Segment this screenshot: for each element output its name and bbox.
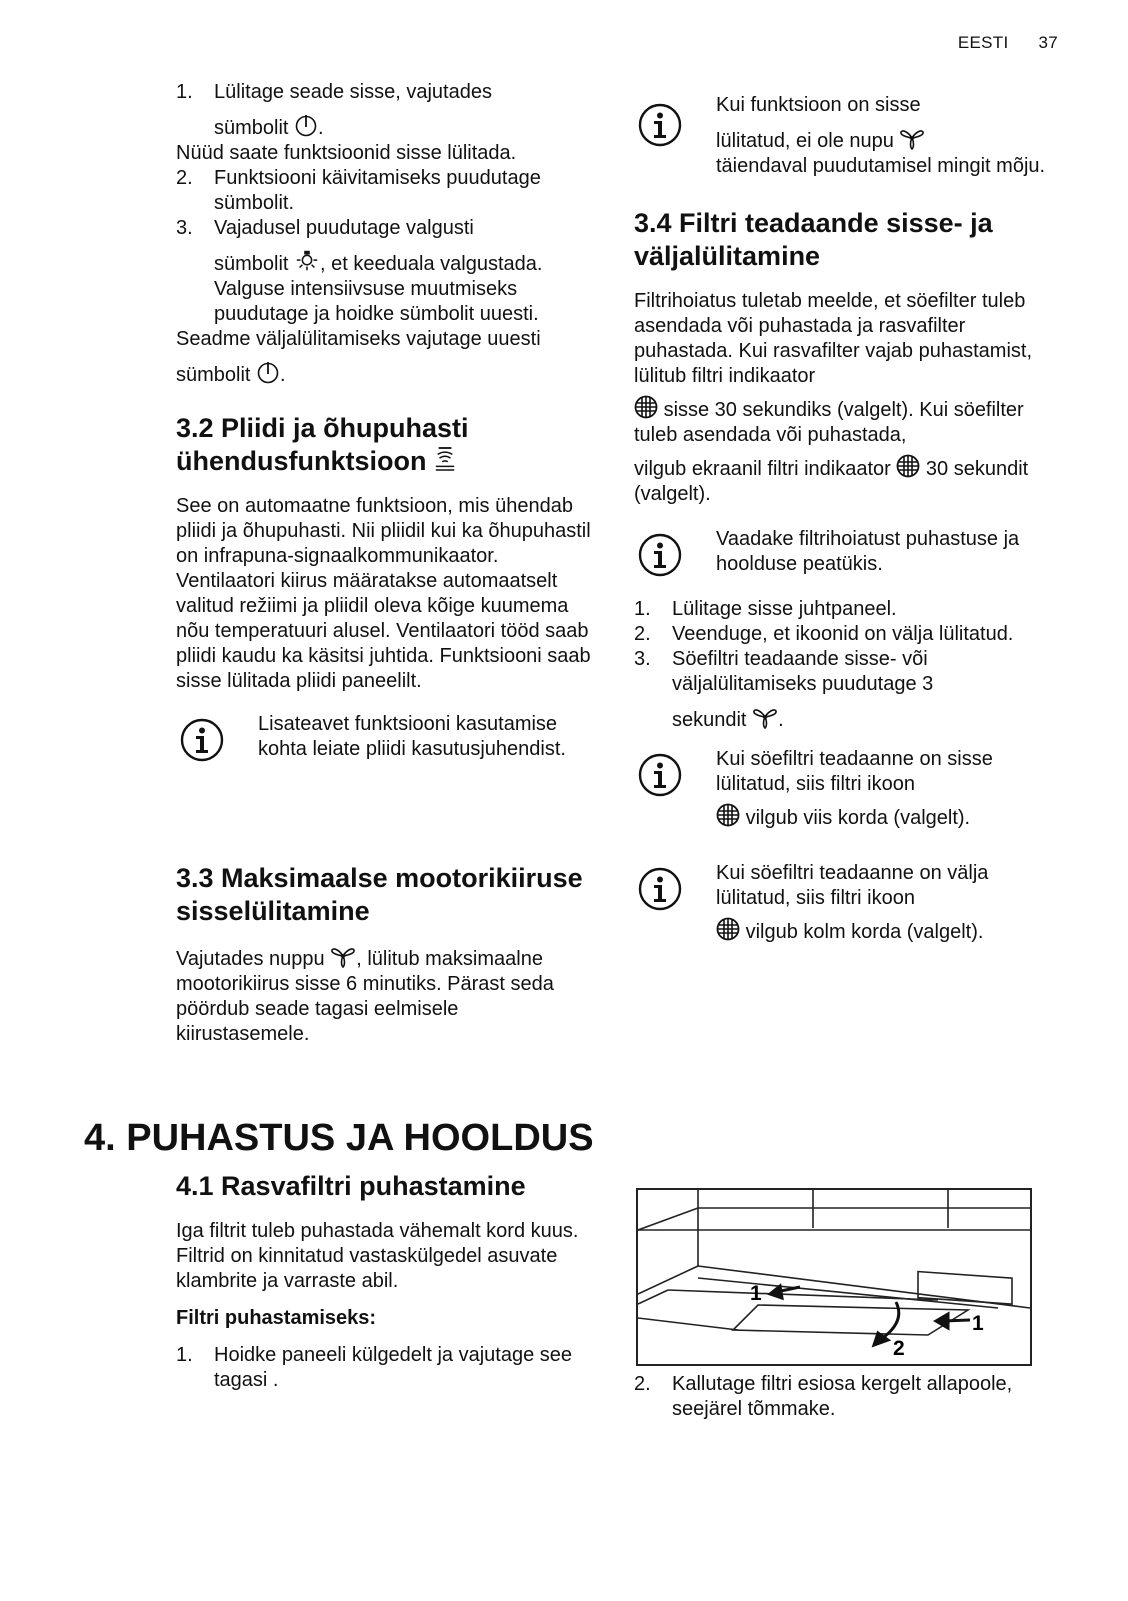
paragraph-text: sisse 30 sekundiks (valgelt). Kui söefilter tuleb asendada või puhastada, bbox=[634, 399, 1024, 446]
list-item bbox=[176, 166, 596, 216]
note-line: Kui söefiltri teadaanne on sisse lülitatud, siis filtri ikoon bbox=[716, 748, 993, 795]
lamp-icon bbox=[294, 249, 320, 273]
power-icon bbox=[256, 360, 280, 384]
right-column-top bbox=[634, 93, 1054, 945]
filter-icon bbox=[896, 454, 920, 478]
info-icon bbox=[638, 753, 682, 797]
list-text: . bbox=[318, 117, 324, 139]
filter-removal-figure bbox=[636, 1188, 1032, 1366]
list-text: Funktsiooni käivitamiseks puudutage sümbolit. bbox=[214, 167, 541, 214]
list-text: sümbolit bbox=[214, 253, 289, 275]
info-icon bbox=[638, 867, 682, 911]
list-number: 1. bbox=[176, 81, 193, 103]
list-item bbox=[634, 622, 1054, 647]
list-text: , et keeduala valgustada. Valguse intensiivsuse muutmiseks puudutage ja hoidke sümbolit uuesti. bbox=[214, 253, 543, 325]
left-column-top bbox=[176, 80, 596, 388]
info-note bbox=[634, 861, 1054, 945]
figure-label: 2 bbox=[893, 1337, 905, 1360]
power-icon bbox=[294, 113, 318, 137]
paragraph: See on automaatne funktsioon, mis ühendab pliidi ja õhupuhasti. Nii pliidil kui ka õhupuhastil on infrapuna-signaalkommunikaator. Ventilaatori kiirus määratakse automaatselt valitud režiimi ja pliidil oleva kõige kuumema nõu temperatuuri alusel. Ventilaatori tööd saab pliidi kaudu ka käsitsi juhtida. Funktsiooni saab sisse lülitada pliidi paneelilt. bbox=[176, 495, 591, 692]
fan-icon bbox=[899, 126, 925, 150]
figure-label: 1 bbox=[972, 1312, 984, 1335]
paragraph-text: Vajutades nuppu bbox=[176, 948, 325, 970]
info-note bbox=[176, 712, 596, 762]
subheading: Filtri puhastamiseks: bbox=[176, 1307, 377, 1329]
list-text: Vajadusel puudutage valgusti bbox=[214, 217, 474, 239]
fan-icon bbox=[752, 705, 778, 729]
list-number: 1. bbox=[176, 1344, 193, 1366]
section-3-3 bbox=[176, 862, 596, 1047]
note-line: Kui funktsioon on sisse bbox=[716, 94, 921, 116]
filter-icon bbox=[716, 803, 740, 827]
paragraph: Iga filtrit tuleb puhastada vähemalt kord kuus. Filtrid on kinnitatud vastaskülgedel asuvate klambrite ja varraste abil. bbox=[176, 1220, 579, 1292]
list-item bbox=[634, 647, 1054, 733]
hood-illustration bbox=[638, 1190, 1030, 1364]
section-3-2 bbox=[176, 412, 596, 762]
paragraph-text: vilgub ekraanil filtri indikaator bbox=[634, 458, 891, 480]
paragraph bbox=[634, 289, 1054, 507]
list-number: 3. bbox=[634, 648, 651, 670]
paragraph-text: Filtrihoiatus tuletab meelde, et söefilter tuleb asendada või puhastada ja rasvafilter puhastada. Kui rasvafilter vajab puhastamist, lülitub filtri indikaator bbox=[634, 290, 1032, 387]
list-number: 2. bbox=[176, 167, 193, 189]
info-note bbox=[634, 93, 1054, 179]
paragraph bbox=[176, 944, 596, 1047]
section-heading: 3.3 Maksimaalse mootorikiiruse sisselülitamine bbox=[176, 863, 583, 926]
note-text: Vaadake filtrihoiatust puhastuse ja hoolduse peatükis. bbox=[716, 528, 1020, 575]
section-heading: 3.4 Filtri teadaande sisse- ja väljalülitamine bbox=[634, 208, 993, 271]
fan-icon bbox=[330, 944, 356, 968]
filter-icon bbox=[634, 395, 658, 419]
list-text: Veenduge, et ikoonid on välja lülitatud. bbox=[672, 623, 1014, 645]
note-line: lülitatud, ei ole nupu bbox=[716, 130, 894, 152]
step-list bbox=[634, 597, 1054, 733]
paragraph-text: Seadme väljalülitamiseks vajutage uuesti bbox=[176, 328, 541, 350]
filter-icon bbox=[716, 917, 740, 941]
paragraph bbox=[176, 327, 596, 388]
list-item bbox=[176, 1343, 596, 1393]
figure-label: 1 bbox=[750, 1282, 762, 1305]
chapter-heading: 4. PUHASTUS JA HOOLDUS bbox=[84, 1117, 594, 1159]
page-number: 37 bbox=[1038, 33, 1058, 52]
list-text: sekundit bbox=[672, 709, 747, 731]
list-item bbox=[176, 80, 596, 141]
info-icon bbox=[180, 718, 224, 762]
note-text bbox=[716, 747, 1054, 831]
list-text: Söefiltri teadaande sisse- või väljalülitamiseks puudutage 3 bbox=[672, 648, 934, 695]
paragraph-text: sümbolit bbox=[176, 364, 251, 386]
list-item bbox=[176, 216, 596, 327]
hob-connection-icon bbox=[434, 446, 456, 472]
list-text: Kallutage filtri esiosa kergelt allapoole, seejärel tõmmake. bbox=[672, 1373, 1013, 1420]
list-number: 2. bbox=[634, 1373, 651, 1395]
list-text: Lülitage sisse juhtpaneel. bbox=[672, 598, 897, 620]
note-line: vilgub kolm korda (valgelt). bbox=[745, 921, 984, 943]
page-header bbox=[958, 30, 1058, 55]
list-item bbox=[634, 597, 1054, 622]
info-note bbox=[634, 747, 1054, 831]
note-text bbox=[716, 861, 1054, 945]
note-line: vilgub viis korda (valgelt). bbox=[745, 807, 971, 829]
info-note bbox=[634, 527, 1054, 577]
paragraph-text: , lülitub maksimaalne mootorikiirus sisse 6 minutiks. Pärast seda pöördub seade tagasi eelmisele kiirustasemele. bbox=[176, 948, 554, 1045]
note-text: Lisateavet funktsiooni kasutamise kohta leiate pliidi kasutusjuhendist. bbox=[258, 713, 566, 760]
language-label: EESTI bbox=[957, 33, 1009, 52]
step-2 bbox=[634, 1372, 1054, 1422]
section-4-1 bbox=[176, 1170, 596, 1393]
list-number: 1. bbox=[634, 598, 651, 620]
section-heading: 4.1 Rasvafiltri puhastamine bbox=[176, 1171, 526, 1201]
note-line: Kui söefiltri teadaanne on välja lülitatud, siis filtri ikoon bbox=[716, 862, 989, 909]
paragraph: Nüüd saate funktsioonid sisse lülitada. bbox=[176, 142, 517, 164]
list-number: 2. bbox=[634, 623, 651, 645]
note-text bbox=[716, 93, 1054, 179]
list-text: Hoidke paneeli külgedelt ja vajutage see tagasi . bbox=[214, 1344, 573, 1391]
paragraph-text: . bbox=[280, 364, 286, 386]
info-icon bbox=[638, 103, 682, 147]
list-text: . bbox=[778, 709, 784, 731]
paragraph-text: 30 sekundit (valgelt). bbox=[634, 458, 1029, 505]
list-text: sümbolit bbox=[214, 117, 289, 139]
info-icon bbox=[638, 533, 682, 577]
list-text: Lülitage seade sisse, vajutades bbox=[214, 81, 492, 103]
list-item bbox=[634, 1372, 1054, 1422]
list-number: 3. bbox=[176, 217, 193, 239]
note-line: täiendaval puudutamisel mingit mõju. bbox=[716, 155, 1046, 177]
section-heading: 3.2 Pliidi ja õhupuhasti ühendusfunktsioon bbox=[176, 413, 469, 476]
